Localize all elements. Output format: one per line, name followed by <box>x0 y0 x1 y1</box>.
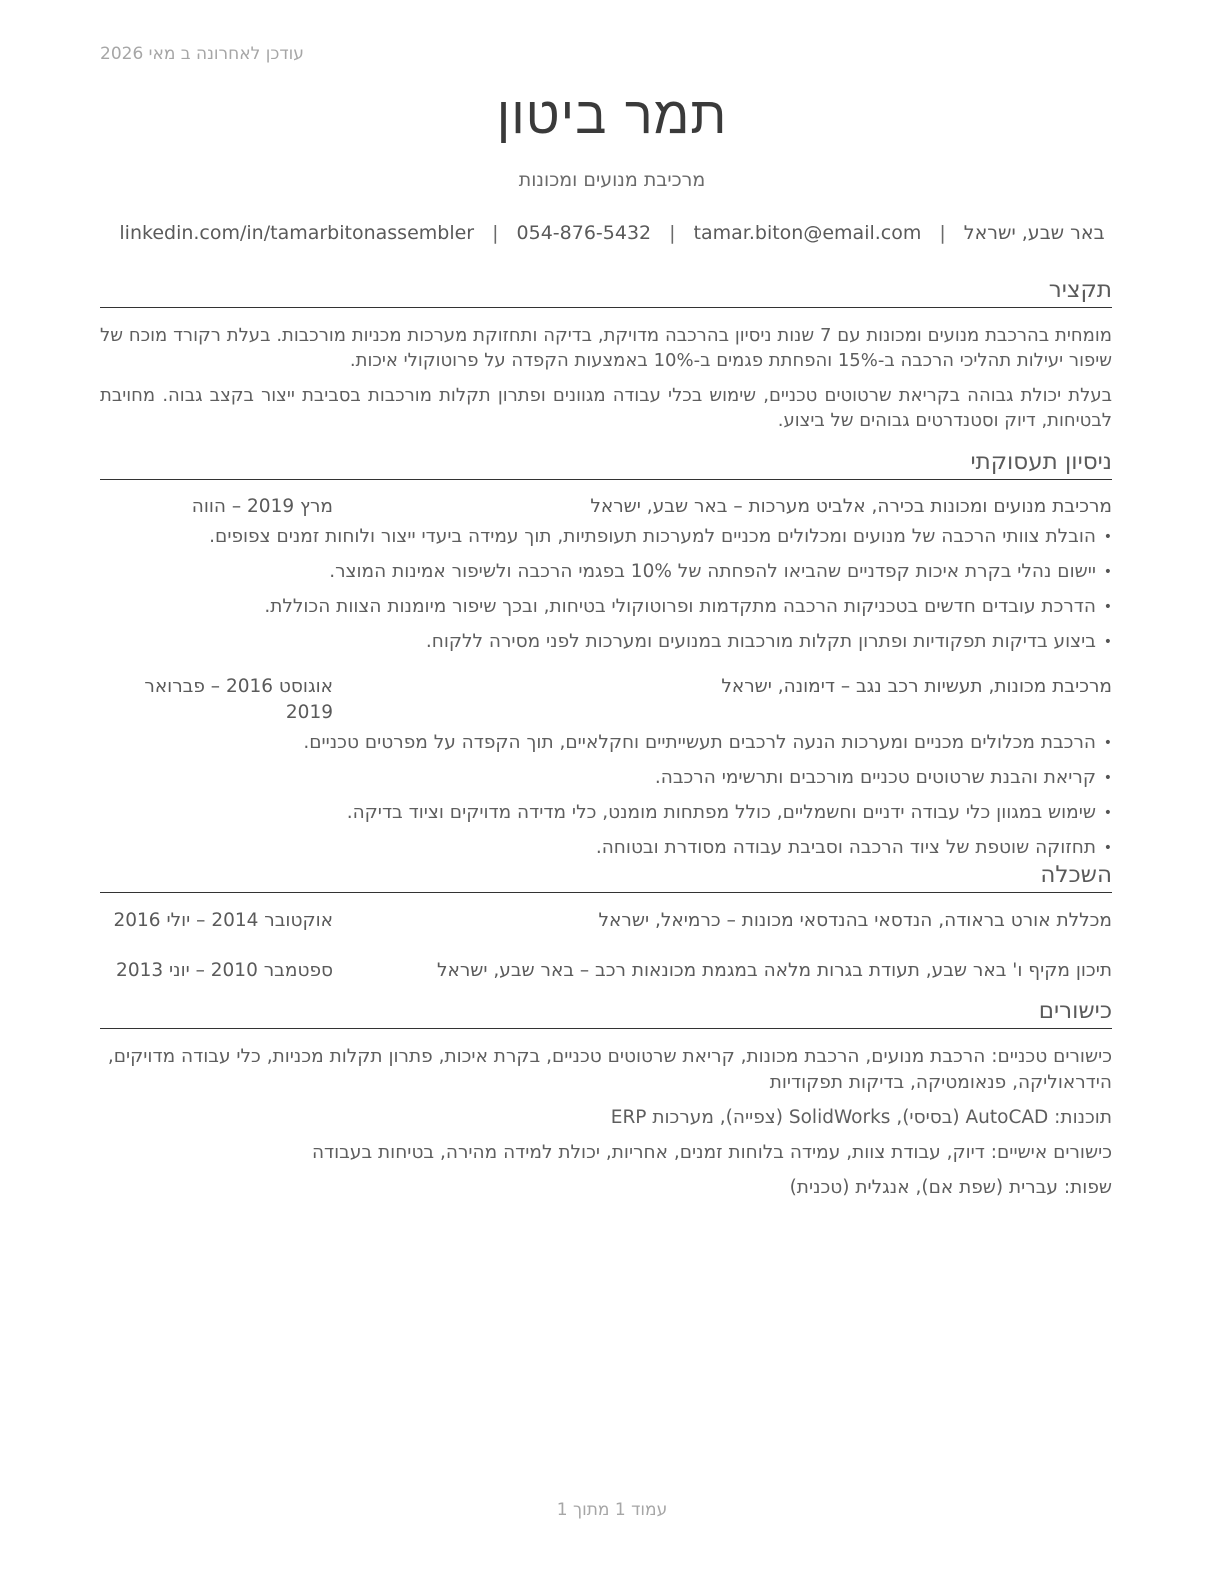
list-item: • הרכבת מכלולים מכניים ומערכות הנעה לרכבים תעשייתיים וחקלאיים, תוך הקפדה על מפרטים טכניים. <box>100 730 1112 756</box>
job-header <box>100 674 1112 726</box>
skill-line: שפות: עברית (שפת אם), אנגלית (טכנית) <box>789 1177 1112 1198</box>
skill-line: כישורים טכניים: הרכבת מנועים, הרכבת מכונות, קריאת שרטוטים טכניים, בקרת איכות, פתרון תקלות מכניות, כלי עבודה מדויקים, הידראוליקה, פנאומטיקה, בדיקות תפקודיות <box>107 1046 1112 1093</box>
job-bullets <box>100 524 1112 655</box>
skills-heading: כישורים <box>100 996 1112 1029</box>
last-updated: עודכן לאחרונה ב מאי 2026 <box>100 44 304 64</box>
contact-line <box>0 222 1224 244</box>
job-title: מרכיבת מנועים ומכונות בכירה, אלביט מערכות – באר שבע, ישראל <box>590 496 1112 517</box>
education-dates: אוקטובר 2014 – יולי 2016 <box>113 910 333 931</box>
list-item: • קריאת והבנת שרטוטים טכניים מורכבים ותרשימי הרכבה. <box>100 765 1112 791</box>
separator: | <box>669 222 676 244</box>
location: באר שבע, ישראל <box>963 222 1105 244</box>
skill-line: תוכנות: AutoCAD (בסיסי), SolidWorks (צפייה), מערכות ERP <box>610 1107 1112 1128</box>
candidate-title: מרכיבת מנועים ומכונות <box>518 169 706 191</box>
summary-section <box>100 275 1112 433</box>
candidate-name: תמר ביטון <box>496 86 728 146</box>
summary-paragraph: מומחית בהרכבת מנועים ומכונות עם 7 שנות ניסיון בהרכבה מדויקת, בדיקה ותחזוקת מערכות מכניות מורכבות. בעלת רקורד מוכח של שיפור יעילות תהליכי הרכבה ב-15% והפחתת פגמים ב-10% באמצעות הקפדה על פרוטוקולי איכות. <box>100 325 1112 371</box>
list-item: • תחזוקה שוטפת של ציוד הרכבה וסביבת עבודה מסודרת ובטוחה. <box>100 835 1112 861</box>
page-number: עמוד 1 מתוך 1 <box>556 1500 668 1520</box>
experience-section <box>100 447 1112 870</box>
education-title: מכללת אורט בראודה, הנדסאי בהנדסאי מכונות – כרמיאל, ישראל <box>598 910 1112 931</box>
education-heading: השכלה <box>100 860 1112 893</box>
job-title: מרכיבת מכונות, תעשיות רכב נגב – דימונה, ישראל <box>721 676 1112 697</box>
list-item: • יישום נהלי בקרת איכות קפדניים שהביאו להפחתה של 10% בפגמי הרכבה ולשיפור אמינות המוצר. <box>100 559 1112 585</box>
separator: | <box>492 222 499 244</box>
education-dates: ספטמבר 2010 – יוני 2013 <box>116 960 333 981</box>
skills-section <box>100 996 1112 1210</box>
list-item: • שימוש במגוון כלי עבודה ידניים וחשמליים, כולל מפתחות מומנט, כלי מדידה מדויקים וציוד בדיקה. <box>100 800 1112 826</box>
experience-heading: ניסיון תעסוקתי <box>100 447 1112 480</box>
email-link[interactable]: tamar.biton@email.com <box>693 222 922 244</box>
summary-heading: תקציר <box>100 275 1112 308</box>
job-header <box>100 494 1112 520</box>
list-item: • ביצוע בדיקות תפקודיות ופתרון תקלות מורכבות במנועים ומערכות לפני מסירה ללקוח. <box>100 629 1112 655</box>
list-item: • הדרכת עובדים חדשים בטכניקות הרכבה מתקדמות ופרוטוקולי בטיחות, ובכך שיפור מיומנות הצוות הכוללת. <box>100 594 1112 620</box>
job-bullets <box>100 730 1112 861</box>
education-section <box>100 860 1112 984</box>
linkedin-link[interactable]: linkedin.com/in/tamarbitonassembler <box>119 222 475 244</box>
job-dates: אוגוסט 2016 – פברואר 2019 <box>144 676 333 723</box>
skill-line: כישורים אישיים: דיוק, עבודת צוות, עמידה בלוחות זמנים, אחריות, יכולת למידה מהירה, בטיחות בעבודה <box>311 1142 1112 1163</box>
education-item <box>100 908 1112 934</box>
list-item: • הובלת צוותי הרכבה של מנועים ומכלולים מכניים למערכות תעופתיות, תוך עמידה ביעדי ייצור ולוחות זמנים צפופים. <box>100 524 1112 550</box>
summary-paragraph: בעלת יכולת גבוהה בקריאת שרטוטים טכניים, שימוש בכלי עבודה מגוונים ופתרון תקלות מורכבות בסביבת ייצור בקצב גבוה. מחויבת לבטיחות, דיוק וסטנדרטים גבוהים של ביצוע. <box>100 385 1112 431</box>
education-item <box>100 958 1112 984</box>
education-title: תיכון מקיף ו' באר שבע, תעודת בגרות מלאה במגמת מכונאות רכב – באר שבע, ישראל <box>436 960 1112 981</box>
job-dates: מרץ 2019 – הווה <box>191 496 333 517</box>
phone-number[interactable]: 054-876-5432 <box>516 222 652 244</box>
separator: | <box>939 222 946 244</box>
